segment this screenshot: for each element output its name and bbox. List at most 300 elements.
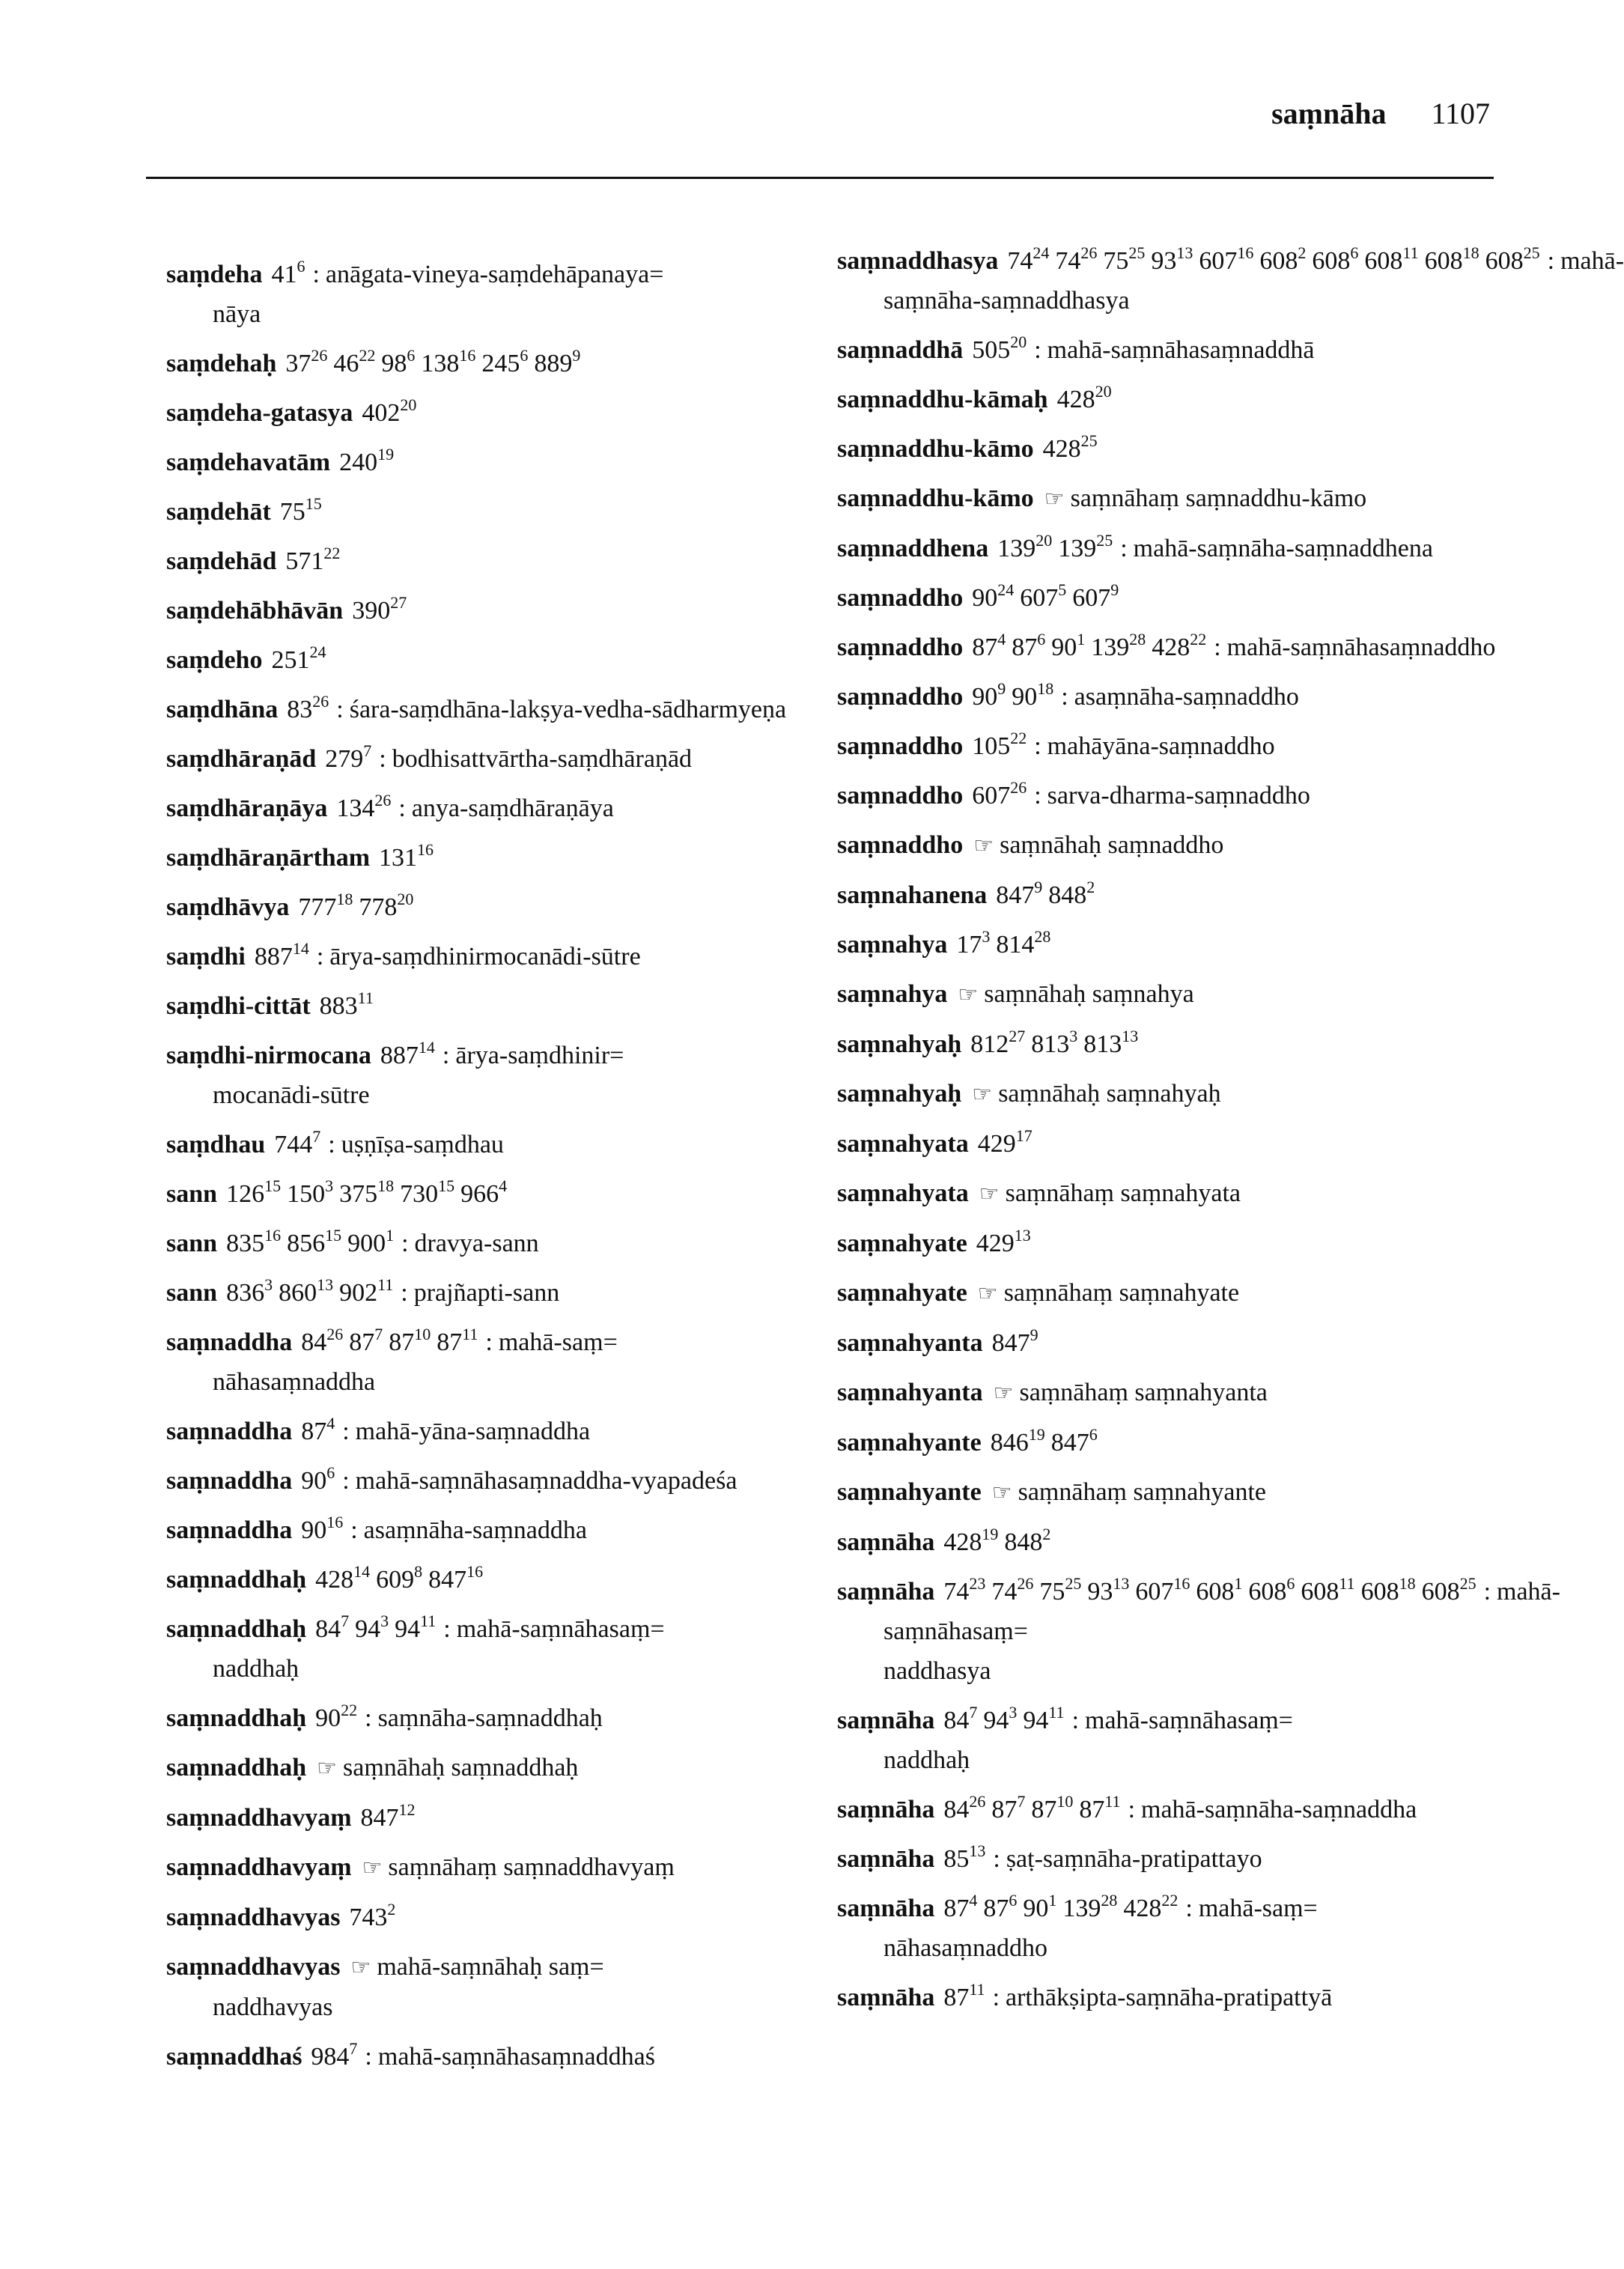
line-number: 9 bbox=[997, 679, 1006, 698]
gloss: saṃnāhaṃ saṃnaddhavyaṃ bbox=[388, 1853, 675, 1881]
index-entry bbox=[837, 241, 1624, 321]
line-number: 26 bbox=[312, 692, 329, 711]
index-entry bbox=[166, 1510, 825, 1550]
page-reference: $85^{13}$ bbox=[943, 1841, 986, 1873]
separator: : bbox=[1185, 1895, 1193, 1922]
page-reference: $139^{28}$ bbox=[1091, 630, 1146, 661]
page-reference: $90^1$ bbox=[1051, 630, 1086, 661]
index-entry bbox=[166, 1125, 825, 1164]
headword: saṃdehād bbox=[166, 547, 277, 575]
line-number: 11 bbox=[1104, 1792, 1121, 1811]
gloss: saṃnāhaḥ saṃnaddhaḥ bbox=[343, 1754, 579, 1782]
index-entry bbox=[837, 1790, 1526, 1829]
separator: : bbox=[350, 1516, 358, 1544]
line-number: 6 bbox=[1350, 243, 1359, 262]
page-reference: $402^{20}$ bbox=[362, 395, 417, 427]
page-reference: $847^6$ bbox=[1050, 1425, 1098, 1457]
page-reference: $74^{26}$ bbox=[1055, 243, 1098, 275]
page-reference: $900^1$ bbox=[347, 1226, 395, 1257]
page-reference: $87^{11}$ bbox=[943, 1980, 985, 2011]
running-head bbox=[1271, 96, 1490, 131]
page-reference: $150^3$ bbox=[287, 1176, 334, 1208]
line-number: 18 bbox=[336, 890, 353, 908]
index-entry bbox=[166, 789, 825, 828]
index-column-right bbox=[837, 241, 1624, 2027]
separator: : bbox=[1214, 634, 1221, 661]
page-reference: $93^{13}$ bbox=[1151, 243, 1193, 275]
index-entry bbox=[837, 529, 1526, 568]
gloss: saṃnāhaḥ saṃnaddho bbox=[1000, 831, 1224, 859]
index-entry bbox=[837, 726, 1526, 766]
separator: : bbox=[365, 1704, 372, 1732]
headword: saṃnaddho bbox=[837, 634, 964, 661]
index-entry bbox=[166, 344, 825, 383]
line-number: 13 bbox=[1122, 1027, 1139, 1045]
gloss: mahā-saṃnāhasaṃnaddha-vyapadeśa bbox=[355, 1467, 738, 1495]
page-reference: $428^{25}$ bbox=[1042, 431, 1098, 463]
index-entry bbox=[837, 1839, 1526, 1879]
page-reference: $139^{20}$ bbox=[997, 531, 1053, 562]
headword: saṃnaddhaḥ bbox=[166, 1704, 307, 1732]
line-number: 7 bbox=[341, 1612, 350, 1630]
page-reference: $778^{20}$ bbox=[359, 890, 414, 921]
pointing-hand-icon: ☞ bbox=[350, 1955, 371, 1980]
line-number: 16 bbox=[264, 1226, 282, 1245]
page-reference: $607^5$ bbox=[1020, 580, 1067, 612]
line-number: 24 bbox=[309, 643, 326, 661]
gloss: ārya-saṃdhinir= mocanādi-sūtre bbox=[213, 1042, 624, 1109]
page-reference: $984^7$ bbox=[311, 2039, 358, 2071]
page-reference: $90^{22}$ bbox=[315, 1701, 358, 1732]
line-number: 3 bbox=[380, 1612, 389, 1630]
index-entry bbox=[837, 578, 1526, 618]
page-reference: $75^{25}$ bbox=[1039, 1574, 1082, 1606]
page-reference: $608^{11}$ bbox=[1301, 1574, 1355, 1606]
page-reference: $609^8$ bbox=[376, 1562, 423, 1594]
headword: saṃdehābhāvān bbox=[166, 597, 344, 625]
index-entry bbox=[837, 677, 1526, 717]
headword: saṃnāha bbox=[837, 1845, 935, 1873]
index-entry bbox=[837, 825, 1526, 866]
pointing-hand-icon: ☞ bbox=[977, 1281, 998, 1306]
page-reference: $889^9$ bbox=[534, 346, 581, 377]
line-number: 12 bbox=[398, 1800, 416, 1819]
index-entry bbox=[837, 1423, 1526, 1462]
separator: : bbox=[401, 1230, 409, 1257]
page-reference: $87^4$ bbox=[301, 1414, 335, 1445]
index-entry bbox=[166, 838, 825, 878]
page-reference: $87^{11}$ bbox=[1079, 1792, 1121, 1823]
line-number: 25 bbox=[1080, 431, 1098, 450]
index-entry bbox=[837, 1024, 1526, 1064]
separator: : bbox=[401, 1279, 408, 1307]
page-reference: $251^{24}$ bbox=[271, 643, 326, 674]
page-reference: $98^6$ bbox=[381, 346, 416, 377]
page-reference: $608^{11}$ bbox=[1364, 243, 1419, 275]
page-reference: $87^7$ bbox=[991, 1792, 1026, 1823]
line-number: 26 bbox=[1017, 1574, 1034, 1593]
page-reference: $90^6$ bbox=[301, 1463, 335, 1495]
page-reference: $607^{16}$ bbox=[1199, 243, 1254, 275]
headword: saṃdhi-cittāt bbox=[166, 992, 311, 1020]
page-reference: $94^{11}$ bbox=[1023, 1703, 1065, 1734]
page-reference: $90^{16}$ bbox=[301, 1513, 344, 1544]
page-reference: $848^2$ bbox=[1004, 1525, 1051, 1556]
line-number: 6 bbox=[1009, 1891, 1018, 1910]
line-number: 13 bbox=[317, 1275, 334, 1294]
line-number: 7 bbox=[969, 1703, 978, 1722]
line-number: 19 bbox=[377, 445, 395, 464]
index-entry bbox=[837, 1074, 1526, 1114]
line-number: 11 bbox=[357, 988, 374, 1007]
gloss: mahā-saṃnāhasaṃ= naddhasya bbox=[884, 1578, 1560, 1685]
index-entry bbox=[166, 541, 825, 581]
headword: saṃdhāraṇād bbox=[166, 745, 317, 773]
page-reference: $134^{26}$ bbox=[336, 791, 392, 822]
headword: saṃdeha bbox=[166, 261, 263, 288]
separator: : bbox=[398, 795, 406, 822]
page-reference: $856^{15}$ bbox=[287, 1226, 342, 1257]
page-reference: $887^{14}$ bbox=[380, 1038, 435, 1069]
index-entry bbox=[166, 1947, 825, 2027]
gloss: mahā-saṃnāhasaṃnaddho bbox=[1226, 634, 1496, 661]
headword: saṃdeho bbox=[166, 646, 263, 674]
headword: saṃnahyate bbox=[837, 1230, 967, 1257]
line-number: 4 bbox=[997, 630, 1006, 648]
page-reference: $75^{15}$ bbox=[279, 494, 322, 526]
headword: saṃdhi-nirmocana bbox=[166, 1042, 371, 1069]
line-number: 28 bbox=[1129, 630, 1146, 648]
index-entry bbox=[166, 690, 825, 729]
line-number: 7 bbox=[349, 2039, 358, 2058]
line-number: 26 bbox=[969, 1792, 986, 1811]
page-reference: $607^{16}$ bbox=[1135, 1574, 1190, 1606]
line-number: 15 bbox=[305, 494, 322, 513]
index-entry bbox=[837, 1173, 1526, 1214]
headword: saṃnaddhaś bbox=[166, 2043, 302, 2071]
page-reference: $847^9$ bbox=[996, 878, 1043, 909]
headword: saṃnahyaḥ bbox=[837, 1080, 962, 1108]
line-number: 22 bbox=[341, 1701, 358, 1719]
line-number: 14 bbox=[353, 1562, 371, 1581]
index-entry bbox=[166, 443, 825, 482]
line-number: 28 bbox=[1101, 1891, 1118, 1910]
line-number: 1 bbox=[1077, 630, 1086, 648]
line-number: 26 bbox=[1080, 243, 1098, 262]
page-reference: $777^{18}$ bbox=[298, 890, 353, 921]
pointing-hand-icon: ☞ bbox=[972, 1082, 993, 1107]
headword: saṃnaddhavyas bbox=[166, 1953, 341, 1981]
line-number: 11 bbox=[1048, 1703, 1065, 1722]
line-number: 17 bbox=[1015, 1126, 1033, 1145]
headword: saṃdhi bbox=[166, 943, 246, 971]
index-entry bbox=[837, 479, 1526, 519]
line-number: 6 bbox=[407, 346, 416, 365]
page-reference: $41^6$ bbox=[271, 257, 305, 288]
line-number: 26 bbox=[374, 791, 392, 810]
page-reference: $90^{18}$ bbox=[1012, 679, 1054, 711]
line-number: 2 bbox=[1042, 1525, 1051, 1543]
page-reference: $847^{12}$ bbox=[360, 1800, 416, 1832]
line-number: 1 bbox=[386, 1226, 395, 1245]
headword: saṃnaddho bbox=[837, 782, 964, 810]
page-reference: $429^{13}$ bbox=[976, 1226, 1031, 1257]
index-entry bbox=[166, 1273, 825, 1313]
page-reference: $860^{13}$ bbox=[279, 1275, 334, 1307]
line-number: 16 bbox=[326, 1513, 344, 1531]
gloss: anāgata-vineya-saṃdehāpanaya= nāya bbox=[213, 261, 664, 328]
line-number: 6 bbox=[1089, 1425, 1098, 1444]
page-reference: $505^{20}$ bbox=[972, 332, 1027, 364]
page-reference: $94^{11}$ bbox=[395, 1612, 437, 1643]
separator: : bbox=[1120, 535, 1128, 562]
line-number: 26 bbox=[1010, 778, 1027, 797]
line-number: 3 bbox=[982, 927, 991, 946]
index-entry bbox=[837, 380, 1526, 419]
separator: : bbox=[342, 1467, 350, 1495]
separator: : bbox=[1034, 782, 1041, 810]
gloss: saṃnāhaḥ saṃnahyaḥ bbox=[998, 1080, 1221, 1108]
index-entry bbox=[166, 1898, 825, 1937]
index-entry bbox=[166, 591, 825, 631]
header-rule bbox=[146, 177, 1494, 179]
page-reference: $87^4$ bbox=[972, 630, 1006, 661]
page-reference: $813^3$ bbox=[1031, 1027, 1078, 1058]
headword: saṃnāha bbox=[837, 1528, 935, 1556]
page-reference: $812^{27}$ bbox=[970, 1027, 1026, 1058]
pointing-hand-icon: ☞ bbox=[317, 1756, 338, 1781]
line-number: 26 bbox=[311, 346, 328, 365]
index-entry bbox=[837, 628, 1526, 667]
line-number: 20 bbox=[400, 395, 417, 414]
line-number: 26 bbox=[326, 1325, 344, 1343]
line-number: 16 bbox=[466, 1562, 484, 1581]
page-number: 1107 bbox=[1431, 97, 1490, 130]
page-reference: $966^4$ bbox=[460, 1176, 508, 1208]
page-reference: $90^1$ bbox=[1023, 1891, 1057, 1922]
gloss: mahā-saṃnāhasaṃ= naddhaḥ bbox=[884, 1707, 1293, 1774]
index-entry bbox=[166, 1698, 825, 1738]
line-number: 27 bbox=[390, 593, 407, 612]
headword: saṃnaddha bbox=[166, 1418, 293, 1445]
gloss: saṃnāhaṃ saṃnahyata bbox=[1005, 1179, 1241, 1207]
line-number: 11 bbox=[462, 1325, 478, 1343]
page-reference: $835^{16}$ bbox=[226, 1226, 282, 1257]
index-entry bbox=[166, 255, 825, 334]
headword: saṃnaddhu-kāmaḥ bbox=[837, 386, 1048, 413]
index-entry bbox=[837, 1701, 1526, 1780]
index-entry bbox=[166, 1174, 825, 1214]
headword: saṃnāha bbox=[837, 1796, 935, 1823]
headword: saṃdhāraṇārtham bbox=[166, 844, 371, 872]
separator: : bbox=[316, 943, 324, 971]
page-reference: $608^{25}$ bbox=[1421, 1574, 1476, 1606]
headword: saṃnāha bbox=[837, 1707, 935, 1734]
gloss: asaṃnāha-saṃnaddho bbox=[1074, 683, 1299, 711]
line-number: 13 bbox=[1176, 243, 1193, 262]
headword: saṃnaddho bbox=[837, 584, 964, 612]
index-entry bbox=[166, 937, 825, 976]
line-number: 4 bbox=[969, 1891, 978, 1910]
line-number: 4 bbox=[326, 1414, 335, 1433]
headword: saṃnaddhena bbox=[837, 535, 989, 562]
line-number: 4 bbox=[499, 1176, 508, 1195]
page-reference: $126^{15}$ bbox=[226, 1176, 282, 1208]
page-reference: $608^{25}$ bbox=[1485, 243, 1540, 275]
headword: saṃnāha bbox=[837, 1895, 935, 1922]
index-entry bbox=[837, 1224, 1526, 1263]
index-entry bbox=[166, 986, 825, 1026]
separator: : bbox=[312, 261, 320, 288]
line-number: 2 bbox=[387, 1900, 396, 1919]
line-number: 7 bbox=[1017, 1792, 1026, 1811]
gloss: saṃnāhaṃ saṃnaddhu-kāmo bbox=[1070, 485, 1367, 512]
headword: saṃdhāraṇāya bbox=[166, 795, 328, 822]
line-number: 6 bbox=[326, 1463, 335, 1482]
page-reference: $37^{26}$ bbox=[285, 346, 328, 377]
line-number: 15 bbox=[264, 1176, 282, 1195]
line-number: 6 bbox=[520, 346, 529, 365]
line-number: 15 bbox=[438, 1176, 455, 1195]
line-number: 19 bbox=[982, 1525, 999, 1543]
separator: : bbox=[1128, 1796, 1136, 1823]
line-number: 10 bbox=[1056, 1792, 1074, 1811]
line-number: 11 bbox=[420, 1612, 437, 1630]
separator: : bbox=[992, 1984, 1000, 2011]
index-entry bbox=[837, 776, 1526, 815]
gloss: saṃnāhaḥ saṃnahya bbox=[984, 980, 1194, 1008]
index-column-left bbox=[166, 255, 825, 2086]
line-number: 18 bbox=[1462, 243, 1479, 262]
line-number: 7 bbox=[363, 741, 372, 760]
page-reference: $608^6$ bbox=[1312, 243, 1359, 275]
gloss: saṃnāha-saṃnaddhaḥ bbox=[377, 1704, 603, 1732]
line-number: 25 bbox=[1459, 1574, 1476, 1593]
headword: saṃnahyante bbox=[837, 1429, 982, 1457]
index-entry bbox=[166, 640, 825, 680]
headword: saṃnahyaḥ bbox=[837, 1030, 962, 1058]
line-number: 16 bbox=[417, 840, 434, 859]
index-entry bbox=[837, 1323, 1526, 1363]
line-number: 9 bbox=[572, 346, 581, 365]
running-headword: saṃnāha bbox=[1271, 97, 1387, 130]
index-entry bbox=[166, 1036, 825, 1115]
page-reference: $94^3$ bbox=[983, 1703, 1018, 1734]
separator: : bbox=[379, 745, 386, 773]
index-entry bbox=[837, 1472, 1526, 1513]
headword: saṃnahyanta bbox=[837, 1329, 983, 1357]
page-reference: $240^{19}$ bbox=[339, 445, 395, 476]
page-reference: $74^{26}$ bbox=[991, 1574, 1034, 1606]
separator: : bbox=[1034, 336, 1041, 364]
headword: saṃnahyante bbox=[837, 1478, 982, 1506]
index-entry bbox=[837, 1572, 1560, 1691]
page-reference: $83^{26}$ bbox=[287, 692, 329, 723]
gloss: mahāyāna-saṃnaddho bbox=[1047, 732, 1275, 760]
page-reference: $87^{11}$ bbox=[437, 1325, 478, 1356]
separator: : bbox=[336, 696, 344, 723]
headword: saṃdehāt bbox=[166, 498, 271, 526]
line-number: 25 bbox=[1523, 243, 1540, 262]
line-number: 24 bbox=[997, 580, 1015, 599]
gloss: saṃnāhaṃ saṃnahyante bbox=[1018, 1478, 1266, 1506]
gloss: mahā-saṃnāha-saṃnaddha bbox=[1141, 1796, 1417, 1823]
line-number: 16 bbox=[1173, 1574, 1190, 1593]
gloss: mahā-saṃ= nāhasaṃnaddho bbox=[884, 1895, 1318, 1962]
index-entry bbox=[166, 1560, 825, 1600]
page-reference: $84^7$ bbox=[315, 1612, 350, 1643]
line-number: 6 bbox=[1286, 1574, 1295, 1593]
line-number: 20 bbox=[397, 890, 414, 908]
headword: saṃnaddhavyaṃ bbox=[166, 1853, 352, 1881]
index-entry bbox=[166, 1412, 825, 1451]
page-reference: $608^2$ bbox=[1259, 243, 1307, 275]
headword: saṃnaddhasya bbox=[837, 247, 999, 275]
line-number: 15 bbox=[325, 1226, 342, 1245]
line-number: 22 bbox=[323, 544, 341, 562]
line-number: 25 bbox=[1128, 243, 1146, 262]
separator: : bbox=[365, 2043, 372, 2071]
separator: : bbox=[993, 1845, 1000, 1873]
page-reference: $744^7$ bbox=[274, 1127, 321, 1158]
headword: sann bbox=[166, 1279, 218, 1307]
line-number: 11 bbox=[1402, 243, 1419, 262]
page-reference: $94^3$ bbox=[355, 1612, 389, 1643]
page-reference: $138^{16}$ bbox=[421, 346, 476, 377]
line-number: 3 bbox=[264, 1275, 273, 1294]
line-number: 23 bbox=[969, 1574, 986, 1593]
page-reference: $84^7$ bbox=[943, 1703, 978, 1734]
headword: saṃnahyata bbox=[837, 1130, 969, 1158]
line-number: 2 bbox=[1298, 243, 1307, 262]
headword: saṃnahya bbox=[837, 980, 948, 1008]
headword: saṃdhāna bbox=[166, 696, 279, 723]
separator: : bbox=[485, 1328, 493, 1356]
pointing-hand-icon: ☞ bbox=[991, 1480, 1012, 1505]
gloss: mahā-saṃ= nāhasaṃnaddha bbox=[213, 1328, 618, 1396]
index-entry bbox=[837, 875, 1526, 915]
index-entry bbox=[837, 1522, 1526, 1562]
headword: sann bbox=[166, 1230, 218, 1257]
page-reference: $84^{26}$ bbox=[943, 1792, 986, 1823]
line-number: 14 bbox=[418, 1038, 435, 1057]
line-number: 24 bbox=[1033, 243, 1050, 262]
line-number: 25 bbox=[1065, 1574, 1082, 1593]
headword: saṃnaddhu-kāmo bbox=[837, 435, 1034, 463]
page-reference: $74^{23}$ bbox=[943, 1574, 986, 1606]
index-entry bbox=[166, 1847, 825, 1888]
line-number: 3 bbox=[325, 1176, 334, 1195]
page-reference: $428^{22}$ bbox=[1152, 630, 1207, 661]
headword: saṃnāha bbox=[837, 1984, 935, 2011]
line-number: 20 bbox=[1035, 531, 1053, 550]
gloss: mahā-saṃnāhasaṃnaddhā bbox=[1047, 336, 1315, 364]
index-entry bbox=[166, 1461, 825, 1501]
page-reference: $608^6$ bbox=[1248, 1574, 1295, 1606]
page-reference: $139^{25}$ bbox=[1058, 531, 1113, 562]
gloss: śara-saṃdhāna-lakṣya-vedha-sādharmyeṇa bbox=[349, 696, 787, 723]
gloss: ṣaṭ-saṃnāha-pratipattayo bbox=[1006, 1845, 1262, 1873]
page-reference: $836^3$ bbox=[226, 1275, 273, 1307]
pointing-hand-icon: ☞ bbox=[1044, 487, 1065, 511]
page-reference: $428^{14}$ bbox=[315, 1562, 371, 1594]
line-number: 9 bbox=[1110, 580, 1119, 599]
line-number: 18 bbox=[377, 1176, 395, 1195]
headword: sann bbox=[166, 1180, 218, 1208]
line-number: 13 bbox=[1113, 1574, 1130, 1593]
line-number: 1 bbox=[1048, 1891, 1057, 1910]
page-reference: $607^9$ bbox=[1072, 580, 1119, 612]
